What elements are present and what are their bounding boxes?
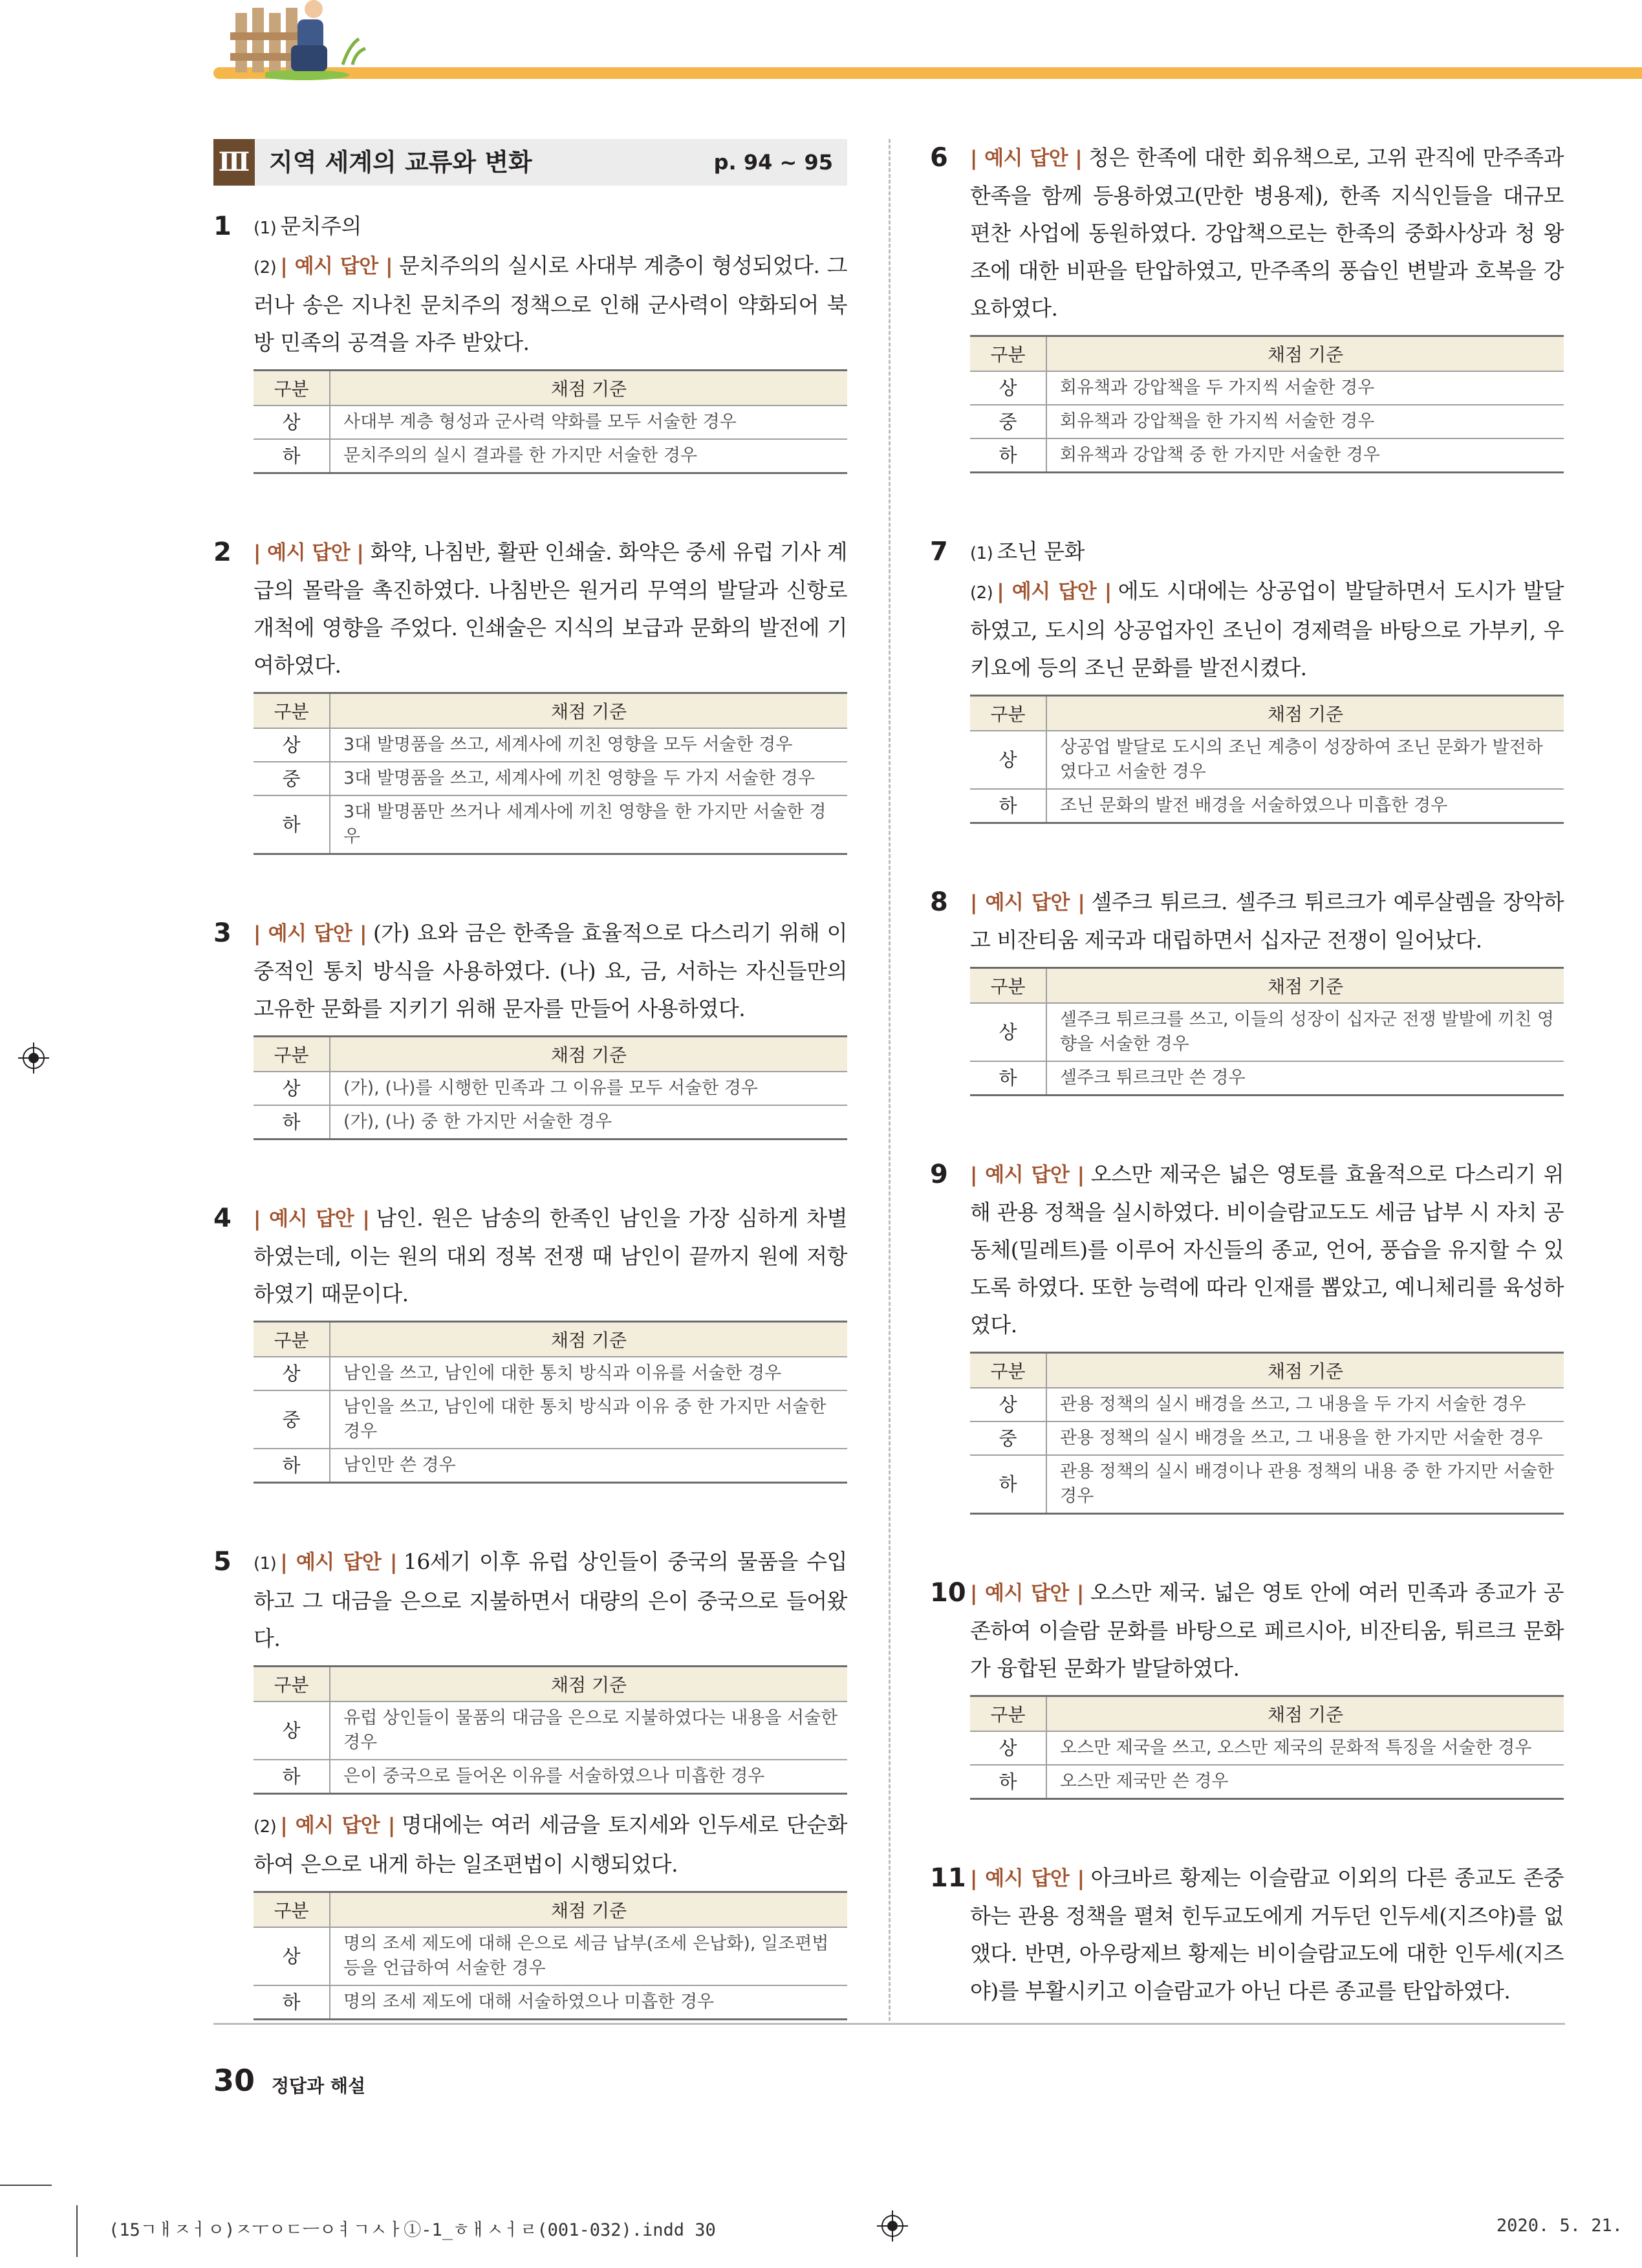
text-span: 문치주의의 실시로 사대부 계층이 형성되었다. 그러나 송은 지나친 문치주의 정책으로 인해 군사력이 약화되어 북방 민족의 공격을 자주 받았다. [254,253,847,355]
sub-answer-1 [254,208,847,247]
criteria-cell: 명의 조세 제도에 대해 서술하였으나 미흡한 경우 [330,1985,847,2020]
answer-tag: | 예시 답안 | [280,1551,397,1574]
answer-tag: | 예시 답안 | [997,580,1112,603]
criteria-cell: 오스만 제국만 쓴 경우 [1046,1765,1564,1799]
table-row [254,1072,847,1105]
sub-answer-1 [254,1543,847,1658]
table-row [970,1421,1564,1455]
table-row [254,405,847,439]
criteria-cell: 회유책과 강압책을 두 가지씩 서술한 경우 [1046,371,1564,405]
criteria-table [970,335,1564,473]
question-7 [930,533,1564,824]
grade-cell: 하 [254,1760,330,1794]
text-span: (1) [970,544,993,563]
text-span: 오스만 제국은 넓은 영토를 효율적으로 다스리기 위해 관용 정책을 실시하였다. 비이슬람교도도 세금 납부 시 자치 공동체(밀레트)를 이루어 자신들의 종교, 언어, 풍습을 유지할 수 있도록 하였다. 또한 능력에 따라 인재를 뽑았고, 예니체리를 육성하였다. [970,1161,1564,1337]
criteria-cell: 남인만 쓴 경우 [330,1449,847,1483]
grade-cell: 하 [254,1105,330,1139]
grade-cell: 상 [254,1357,330,1390]
table-row [970,1388,1564,1421]
answer-tag: | 예시 답안 | [254,1207,370,1231]
answer-text [970,1574,1564,1687]
grade-cell: 중 [254,762,330,795]
table-header-row [254,693,847,729]
criteria-cell: 사대부 계층 형성과 군사력 약화를 모두 서술한 경우 [330,405,847,439]
grade-cell: 구분 [970,696,1046,731]
answer-tag: | 예시 답안 | [254,541,364,565]
criteria-cell: 관용 정책의 실시 배경을 쓰고, 그 내용을 한 가지만 서술한 경우 [1046,1421,1564,1455]
grade-cell: 구분 [254,371,330,406]
table-row [970,405,1564,438]
criteria-cell: 문치주의의 실시 결과를 한 가지만 서술한 경우 [330,439,847,473]
answer-text [970,883,1564,959]
table-row [254,439,847,473]
criteria-table [254,369,847,474]
criteria-cell: 채점 기준 [330,1667,847,1702]
criteria-cell: 남인을 쓰고, 남인에 대한 통치 방식과 이유 중 한 가지만 서술한 경우 [330,1390,847,1449]
grade-cell: 상 [970,1388,1046,1421]
grade-cell: 상 [254,1701,330,1760]
question-number: 9 [930,1160,948,1189]
table-header-row [970,968,1564,1004]
answer-tag: | 예시 답안 | [970,1163,1085,1187]
criteria-cell: 상공업 발달로 도시의 조닌 계층이 성장하여 조닌 문화가 발전하였다고 서술한 경우 [1046,731,1564,789]
question-number: 5 [213,1547,232,1577]
answer-tag: | 예시 답안 | [970,1582,1084,1605]
grade-cell: 하 [970,438,1046,473]
text-span: 문치주의 [280,213,362,239]
section-title: 지역 세계의 교류와 변화 [269,148,532,177]
criteria-cell: 은이 중국으로 들어온 이유를 서술하였으나 미흡한 경우 [330,1760,847,1794]
criteria-cell: 3대 발명품을 쓰고, 세계사에 끼친 영향을 모두 서술한 경우 [330,728,847,762]
criteria-cell: 채점 기준 [1046,1696,1564,1732]
grade-cell: 중 [254,1390,330,1449]
criteria-cell: 관용 정책의 실시 배경을 쓰고, 그 내용을 두 가지 서술한 경우 [1046,1388,1564,1421]
text-span: (2) [254,1817,277,1837]
table-header-row [970,1353,1564,1388]
table-row [970,789,1564,823]
crop-mark [76,2205,78,2257]
question-number: 8 [930,887,948,917]
column-divider [889,139,891,2021]
criteria-cell: 채점 기준 [330,1892,847,1928]
criteria-cell: 채점 기준 [1046,968,1564,1004]
grade-cell: 구분 [254,1667,330,1702]
table-row [970,1731,1564,1765]
grade-cell: 하 [254,795,330,854]
grade-cell: 구분 [970,1353,1046,1388]
criteria-table [254,1035,847,1140]
answer-text [254,534,847,684]
section-header [213,139,847,186]
page-number: 30 [213,2063,255,2098]
grade-cell: 구분 [970,336,1046,372]
question-6 [930,139,1564,473]
grade-cell: 구분 [254,1322,330,1357]
grade-cell: 상 [970,1731,1046,1765]
criteria-cell: 남인을 쓰고, 남인에 대한 통치 방식과 이유를 서술한 경우 [330,1357,847,1390]
footer-rule [213,2023,1565,2025]
criteria-table [970,967,1564,1096]
table-header-row [254,371,847,406]
crop-mark [0,2185,52,2186]
criteria-cell: 채점 기준 [330,371,847,406]
registration-mark-icon [877,2210,908,2241]
print-date: 2020. 5. 21. [1496,2216,1623,2236]
question-number: 6 [930,143,948,173]
question-2 [213,534,847,855]
table-row [254,795,847,854]
answer-text [254,1200,847,1313]
text-span: (1) [254,219,277,238]
section-page-range: p. 94 ~ 95 [713,150,833,175]
section-badge: Ⅲ [213,139,255,186]
criteria-cell: 셀주크 튀르크만 쓴 경우 [1046,1061,1564,1096]
question-3 [213,914,847,1140]
grade-cell: 하 [254,1449,330,1483]
table-row [254,1449,847,1483]
criteria-cell: 회유책과 강압책 중 한 가지만 서술한 경우 [1046,438,1564,473]
table-header-row [254,1322,847,1357]
criteria-cell: 채점 기준 [330,693,847,729]
grade-cell: 하 [254,1985,330,2020]
table-header-row [254,1037,847,1072]
text-span: 화약, 나침반, 활판 인쇄술. 화약은 중세 유럽 기사 계급의 몰락을 촉진하였다. 나침반은 원거리 무역의 발달과 신항로 개척에 영향을 주었다. 인쇄술은 지식의 보급과 문화의 발전에 기여하였다. [254,539,847,678]
question-10 [930,1574,1564,1800]
text-span: (가) 요와 금은 한족을 효율적으로 다스리기 위해 이중적인 통치 방식을 사용하였다. (나) 요, 금, 서하는 자신들만의 고유한 문화를 지키기 위해 문자를 만들어 사용하였다. [254,920,847,1021]
text-span: 남인. 원은 남송의 한족인 남인을 가장 심하게 차별하였는데, 이는 원의 대외 정복 전쟁 때 남인이 끝까지 원에 저항하였기 때문이다. [254,1205,847,1306]
answer-tag: | 예시 답안 | [970,891,1085,914]
sub-answer-2 [254,1806,847,1883]
table-row [970,371,1564,405]
text-span: (2) [970,583,993,603]
text-span: 16세기 이후 유럽 상인들이 중국의 물품을 수입하고 그 대금을 은으로 지불하면서 대량의 은이 중국으로 들어왔다. [254,1549,847,1651]
question-number: 3 [213,918,232,948]
table-header-row [970,336,1564,372]
answer-tag: | 예시 답안 | [280,255,393,278]
text-span: 조닌 문화 [997,539,1085,564]
answer-text [970,1859,1564,2010]
grade-cell: 구분 [254,693,330,729]
header-accent-bar [213,67,1642,79]
grade-cell: 상 [254,728,330,762]
table-header-row [254,1667,847,1702]
table-row [970,731,1564,789]
grade-cell: 구분 [254,1037,330,1072]
answer-text [970,139,1564,327]
grade-cell: 상 [970,731,1046,789]
text-span: 에도 시대에는 상공업이 발달하면서 도시가 발달하였고, 도시의 상공업자인 조닌이 경제력을 바탕으로 가부키, 우키요에 등의 조닌 문화를 발전시켰다. [970,578,1564,680]
table-row [254,1701,847,1760]
question-number: 2 [213,537,232,567]
grade-cell: 하 [254,439,330,473]
grade-cell: 하 [970,1455,1046,1514]
grade-cell: 하 [970,789,1046,823]
grade-cell: 중 [970,1421,1046,1455]
criteria-table [970,695,1564,824]
question-number: 10 [930,1578,966,1608]
grade-cell: 하 [970,1765,1046,1799]
text-span: 오스만 제국. 넓은 영토 안에 여러 민족과 종교가 공존하여 이슬람 문화를 바탕으로 페르시아, 비잔티움, 튀르크 문화가 융합된 문화가 발달하였다. [970,1580,1564,1681]
grade-cell: 상 [254,1927,330,1985]
table-row [254,762,847,795]
answer-tag: | 예시 답안 | [280,1814,395,1837]
grade-cell: 중 [970,405,1046,438]
table-header-row [970,1696,1564,1732]
question-number: 4 [213,1204,232,1233]
grade-cell: 구분 [970,1696,1046,1732]
table-row [254,1760,847,1794]
criteria-table [254,692,847,855]
question-number: 1 [213,211,232,241]
criteria-cell: 3대 발명품만 쓰거나 세계사에 끼친 영향을 한 가지만 서술한 경우 [330,795,847,854]
criteria-cell: 채점 기준 [330,1322,847,1357]
criteria-cell: (가), (나)를 시행한 민족과 그 이유를 모두 서술한 경우 [330,1072,847,1105]
sub-answer-1 [970,533,1564,572]
question-4 [213,1200,847,1484]
text-span: (2) [254,258,277,277]
grade-cell: 상 [254,405,330,439]
criteria-table [970,1352,1564,1515]
criteria-cell: 3대 발명품을 쓰고, 세계사에 끼친 영향을 두 가지 서술한 경우 [330,762,847,795]
question-1 [213,208,847,474]
gardener-illustration [265,0,375,81]
sub-answer-2 [254,247,847,362]
registration-mark-icon [18,1042,49,1074]
sub-answer-2 [970,572,1564,687]
text-span: 셀주크 튀르크. 셀주크 튀르크가 예루살렘을 장악하고 비잔티움 제국과 대립하면서 십자군 전쟁이 일어났다. [970,889,1564,953]
criteria-cell: 채점 기준 [1046,1353,1564,1388]
print-file-name: (15ㄱㅐㅈㅓㅇ)ㅈㅜㅇㄷㅡㅇㅕㄱㅅㅏ①-1_ㅎㅐㅅㅓㄹ(001-032).indd 30 [109,2220,716,2240]
question-11 [930,1859,1564,2010]
text-span: 아크바르 황제는 이슬람교 이외의 다른 종교도 존중하는 관용 정책을 펼쳐 힌두교도에게 거두던 인두세(지즈야)를 없앴다. 반면, 아우랑제브 황제는 비이슬람교도에 대한 인두세(지즈야)를 부활시키고 이슬람교가 아닌 다른 종교를 탄압하였다. [970,1865,1564,2003]
text-span: 청은 한족에 대한 회유책으로, 고위 관직에 만주족과 한족을 함께 등용하였고(만한 병용제), 한족 지식인들을 대규모 편찬 사업에 동원하였다. 강압책으로는 한족의 중화사상과 청 왕조에 대한 비판을 탄압하였고, 만주족의 풍습인 변발과 호복을 강요하였다. [970,145,1564,321]
answer-tag: | 예시 답안 | [970,147,1083,170]
question-5 [213,1543,847,2020]
table-row [970,1455,1564,1514]
criteria-cell: 채점 기준 [1046,336,1564,372]
grade-cell: 구분 [254,1892,330,1928]
question-number: 11 [930,1863,966,1893]
answer-text [970,1156,1564,1344]
table-row [970,438,1564,473]
question-9 [930,1156,1564,1515]
grade-cell: 상 [254,1072,330,1105]
criteria-cell: 관용 정책의 실시 배경이나 관용 정책의 내용 중 한 가지만 서술한 경우 [1046,1455,1564,1514]
grade-cell: 상 [970,371,1046,405]
criteria-cell: 유럽 상인들이 물품의 대금을 은으로 지불하였다는 내용을 서술한 경우 [330,1701,847,1760]
criteria-cell: 오스만 제국을 쓰고, 오스만 제국의 문화적 특징을 서술한 경우 [1046,1731,1564,1765]
criteria-table [254,1321,847,1484]
question-number: 7 [930,537,948,567]
text-span: (1) [254,1554,277,1573]
grade-cell: 구분 [970,968,1046,1004]
table-row [254,1985,847,2020]
right-column [930,139,1564,2010]
left-column [213,139,847,2032]
criteria-cell: 채점 기준 [1046,696,1564,731]
criteria-table [970,1695,1564,1800]
criteria-cell: 명의 조세 제도에 대해 은으로 세금 납부(조세 은납화), 일조편법 등을 언급하여 서술한 경우 [330,1927,847,1985]
criteria-cell: 조닌 문화의 발전 배경을 서술하였으나 미흡한 경우 [1046,789,1564,823]
question-8 [930,883,1564,1096]
criteria-table [254,1665,847,1795]
criteria-cell: (가), (나) 중 한 가지만 서술한 경우 [330,1105,847,1139]
page-label: 정답과 해설 [272,2075,365,2097]
criteria-cell: 채점 기준 [330,1037,847,1072]
answer-tag: | 예시 답안 | [254,922,367,945]
table-row [254,1390,847,1449]
table-row [254,1105,847,1139]
criteria-cell: 셀주크 튀르크를 쓰고, 이들의 성장이 십자군 전쟁 발발에 끼친 영향을 서술한 경우 [1046,1003,1564,1061]
answer-tag: | 예시 답안 | [970,1867,1085,1890]
text-span: 명대에는 여러 세금을 토지세와 인두세로 단순화하여 은으로 내게 하는 일조편법이 시행되었다. [254,1812,847,1877]
table-row [970,1003,1564,1061]
table-row [254,1927,847,1985]
table-row [254,728,847,762]
grade-cell: 하 [970,1061,1046,1096]
grade-cell: 상 [970,1003,1046,1061]
table-row [254,1357,847,1390]
criteria-cell: 회유책과 강압책을 한 가지씩 서술한 경우 [1046,405,1564,438]
table-row [970,1061,1564,1096]
table-row [970,1765,1564,1799]
table-header-row [254,1892,847,1928]
criteria-table [254,1891,847,2020]
answer-text [254,914,847,1028]
table-header-row [970,696,1564,731]
